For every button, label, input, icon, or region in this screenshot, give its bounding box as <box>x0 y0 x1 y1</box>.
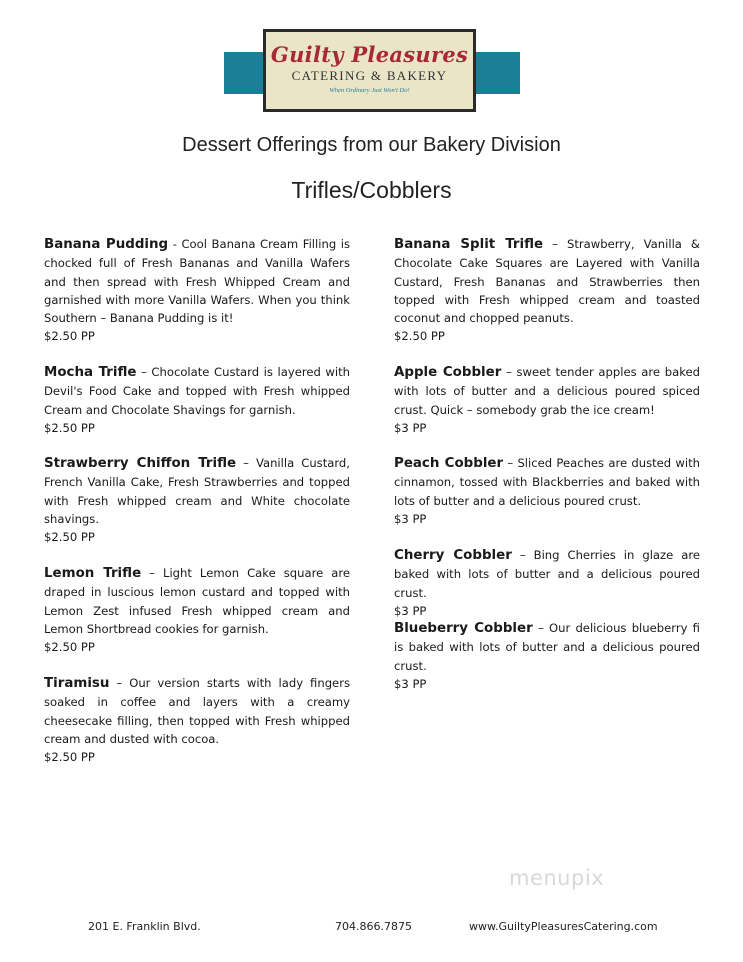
page-heading: Dessert Offerings from our Bakery Division <box>182 134 561 156</box>
item-description: – sweet tender apples are baked with lots of butter and a delicious poured spiced crust. Quick – somebody grab the ice cream! <box>394 365 700 417</box>
item-price: $3 PP <box>394 420 427 435</box>
footer-address: 201 E. Franklin Blvd. <box>88 920 201 933</box>
logo-subtitle: CATERING & BAKERY <box>291 68 448 83</box>
item-name: Blueberry Cobbler <box>394 621 533 636</box>
item-name: Lemon Trifle <box>44 566 142 581</box>
menu-item <box>44 674 350 766</box>
menu-item <box>394 546 700 620</box>
item-price: $2.50 PP <box>44 750 95 765</box>
item-price: $2.50 PP <box>44 329 95 344</box>
item-description: – Our delicious blueberry fi is baked with lots of butter and a delicious poured crust. <box>394 621 700 673</box>
menu-item <box>44 564 350 656</box>
menu-item <box>394 454 700 528</box>
item-name: Apple Cobbler <box>394 365 502 380</box>
menu-item <box>44 235 350 346</box>
item-name: Banana Split Trifle <box>394 237 544 252</box>
item-description: – Our version starts with lady fingers soaked in coffee and layers with a creamy cheesecake filling, then topped with Fresh whipped cream and dusted with cocoa. <box>44 676 350 746</box>
section-title: Trifles/Cobblers <box>291 177 452 203</box>
logo-tagline: When Ordinary Just Won't Do! <box>329 87 410 94</box>
item-price: $2.50 PP <box>44 420 95 435</box>
item-description: – Light Lemon Cake square are draped in luscious lemon custard and topped with Lemon Zest infused Fresh whipped cream and Lemon Shortbread cookies for garnish. <box>44 566 350 636</box>
logo <box>263 29 476 112</box>
item-price: $2.50 PP <box>394 329 445 344</box>
item-description: – Chocolate Custard is layered with Devil's Food Cake and topped with Fresh whipped Cream and Chocolate Shavings for garnish. <box>44 365 351 417</box>
item-description: – Vanilla Custard, French Vanilla Cake, Fresh Strawberries and topped with Fresh whipped cream and White chocolate shavings. <box>44 456 350 526</box>
item-name: Peach Cobbler <box>394 456 504 471</box>
item-price: $3 PP <box>394 511 427 526</box>
item-price: $3 PP <box>394 603 427 618</box>
item-name: Strawberry Chiffon Trifle <box>44 456 237 471</box>
footer-website[interactable]: www.GuiltyPleasuresCatering.com <box>469 920 658 933</box>
item-description: – Strawberry, Vanilla & Chocolate Cake Squares are Layered with Vanilla Custard, Fresh Bananas and Strawberries then topped with Fresh whipped cream and toasted coconut and chopped peanuts. <box>394 237 700 326</box>
menu-item <box>394 235 700 346</box>
menu-item <box>44 454 350 546</box>
footer-phone: 704.866.7875 <box>335 920 412 933</box>
item-name: Mocha Trifle <box>44 365 137 380</box>
menu-item <box>394 619 700 693</box>
item-name: Tiramisu <box>44 676 110 691</box>
item-description: - Cool Banana Cream Filling is chocked full of Fresh Bananas and Vanilla Wafers and then spread with Fresh Whipped Cream and garnished with more Vanilla Wafers. When you think Southern – Banana Pudding is it! <box>44 237 350 326</box>
item-description: – Bing Cherries in glaze are baked with lots of butter and a delicious poured crust. <box>394 548 701 600</box>
item-price: $3 PP <box>394 676 427 691</box>
item-price: $2.50 PP <box>44 640 95 655</box>
item-price: $2.50 PP <box>44 530 95 545</box>
item-name: Banana Pudding <box>44 237 169 252</box>
menu-item <box>394 363 700 437</box>
logo-title: Guilty Pleasures <box>270 42 469 67</box>
item-name: Cherry Cobbler <box>394 548 512 563</box>
item-description: – Sliced Peaches are dusted with cinnamon, tossed with Blackberries and baked with lots of butter and a delicious poured crust. <box>394 456 700 508</box>
menu-item <box>44 363 350 437</box>
watermark: menupix <box>509 866 605 890</box>
